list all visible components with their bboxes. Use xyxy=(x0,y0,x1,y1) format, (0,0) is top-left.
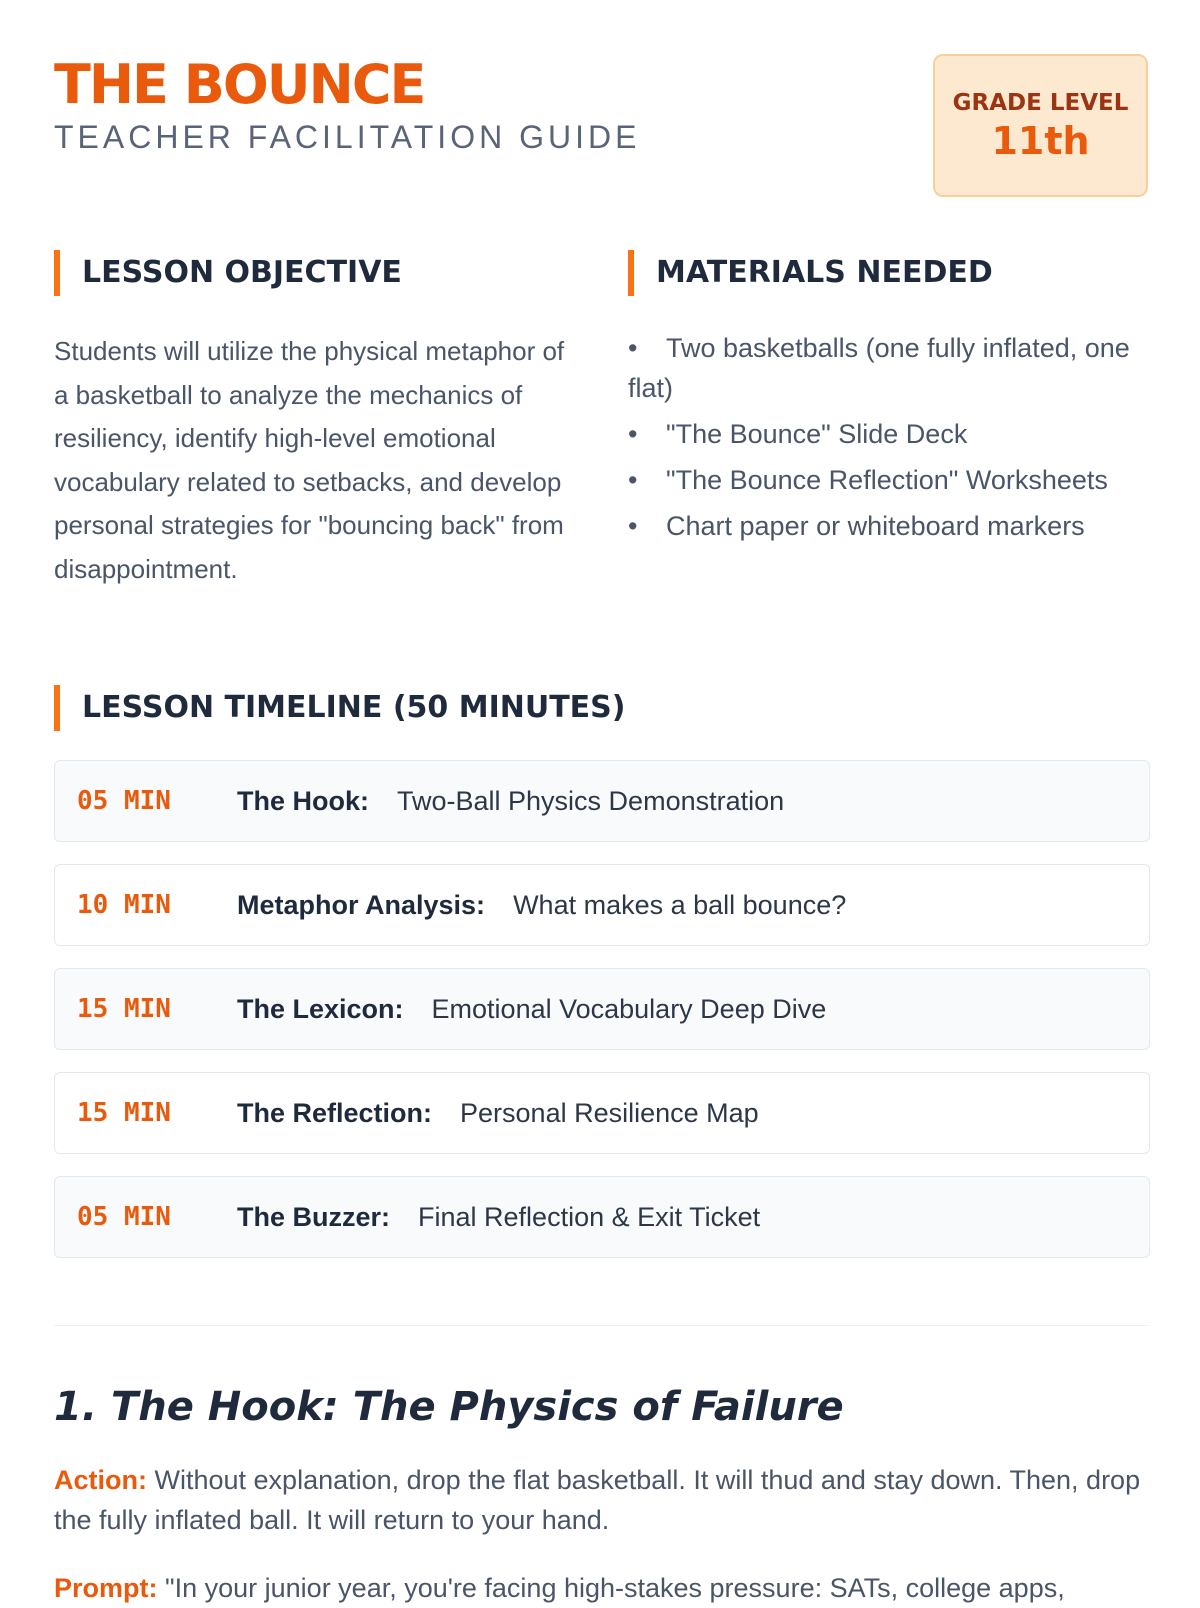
timeline-activity-desc: Emotional Vocabulary Deep Dive xyxy=(431,993,827,1024)
bullet-icon: • xyxy=(628,465,638,495)
materials-item xyxy=(628,328,1148,408)
bullet-icon: • xyxy=(628,419,638,449)
timeline-activity-name: Metaphor Analysis: xyxy=(237,889,486,920)
materials-heading: MATERIALS NEEDED xyxy=(628,250,993,296)
bullet-icon: • xyxy=(628,511,638,541)
timeline-row xyxy=(54,1072,1150,1154)
objective-heading: LESSON OBJECTIVE xyxy=(54,250,402,296)
prompt-paragraph xyxy=(54,1568,1154,1608)
timeline-activity-name: The Buzzer: xyxy=(237,1201,391,1232)
timeline-activity-desc: Final Reflection & Exit Ticket xyxy=(418,1201,761,1232)
materials-item-text: "The Bounce" Slide Deck xyxy=(666,419,968,449)
timeline-activity-name: The Hook: xyxy=(237,785,369,816)
materials-list xyxy=(628,328,1148,552)
timeline-activity-desc: What makes a ball bounce? xyxy=(513,889,847,920)
materials-item-text: Chart paper or whiteboard markers xyxy=(666,511,1085,541)
page-title: THE BOUNCE xyxy=(54,53,425,116)
timeline-row xyxy=(54,864,1150,946)
action-text: Without explanation, drop the flat basketball. It will thud and stay down. Then, drop the fully inflated ball. It will return to your hand. xyxy=(54,1465,1141,1535)
grade-level-badge xyxy=(933,54,1148,197)
materials-item xyxy=(628,460,1148,500)
materials-item xyxy=(628,414,1148,454)
timeline-duration: 05 MIN xyxy=(77,1202,171,1232)
timeline-duration: 10 MIN xyxy=(77,890,171,920)
materials-item-text: "The Bounce Reflection" Worksheets xyxy=(666,465,1108,495)
timeline-duration: 15 MIN xyxy=(77,994,171,1024)
timeline-activity-desc: Personal Resilience Map xyxy=(460,1097,759,1128)
materials-item xyxy=(628,506,1148,546)
header xyxy=(54,54,640,156)
section-title: 1. The Hook: The Physics of Failure xyxy=(54,1384,844,1430)
objective-text: Students will utilize the physical metaphor of a basketball to analyze the mechanics of resiliency, identify high-level emotional vocabulary related to setbacks, and develop personal strategies for "bouncing back" from disappointment. xyxy=(54,336,565,584)
bullet-icon: • xyxy=(628,333,638,363)
page-subtitle: TEACHER FACILITATION GUIDE xyxy=(54,119,641,155)
timeline-activity-name: The Lexicon: xyxy=(237,993,404,1024)
grade-level-value: 11th xyxy=(991,119,1090,163)
timeline-duration: 05 MIN xyxy=(77,786,171,816)
timeline-row xyxy=(54,968,1150,1050)
timeline-activity-desc: Two-Ball Physics Demonstration xyxy=(397,785,785,816)
timeline-heading: LESSON TIMELINE (50 MINUTES) xyxy=(54,685,626,731)
section-divider xyxy=(54,1325,1150,1326)
grade-level-label: GRADE LEVEL xyxy=(952,90,1129,116)
timeline-row xyxy=(54,1176,1150,1258)
timeline-activity-name: The Reflection: xyxy=(237,1097,433,1128)
materials-item-text: Two basketballs (one fully inflated, one flat) xyxy=(628,333,1130,403)
action-label: Action: xyxy=(54,1465,147,1495)
lesson-timeline xyxy=(54,760,1150,1280)
action-paragraph xyxy=(54,1460,1154,1540)
timeline-duration: 15 MIN xyxy=(77,1098,171,1128)
timeline-row xyxy=(54,760,1150,842)
prompt-label: Prompt: xyxy=(54,1573,158,1603)
prompt-text: "In your junior year, you're facing high-stakes pressure: SATs, college apps, xyxy=(165,1573,1065,1603)
